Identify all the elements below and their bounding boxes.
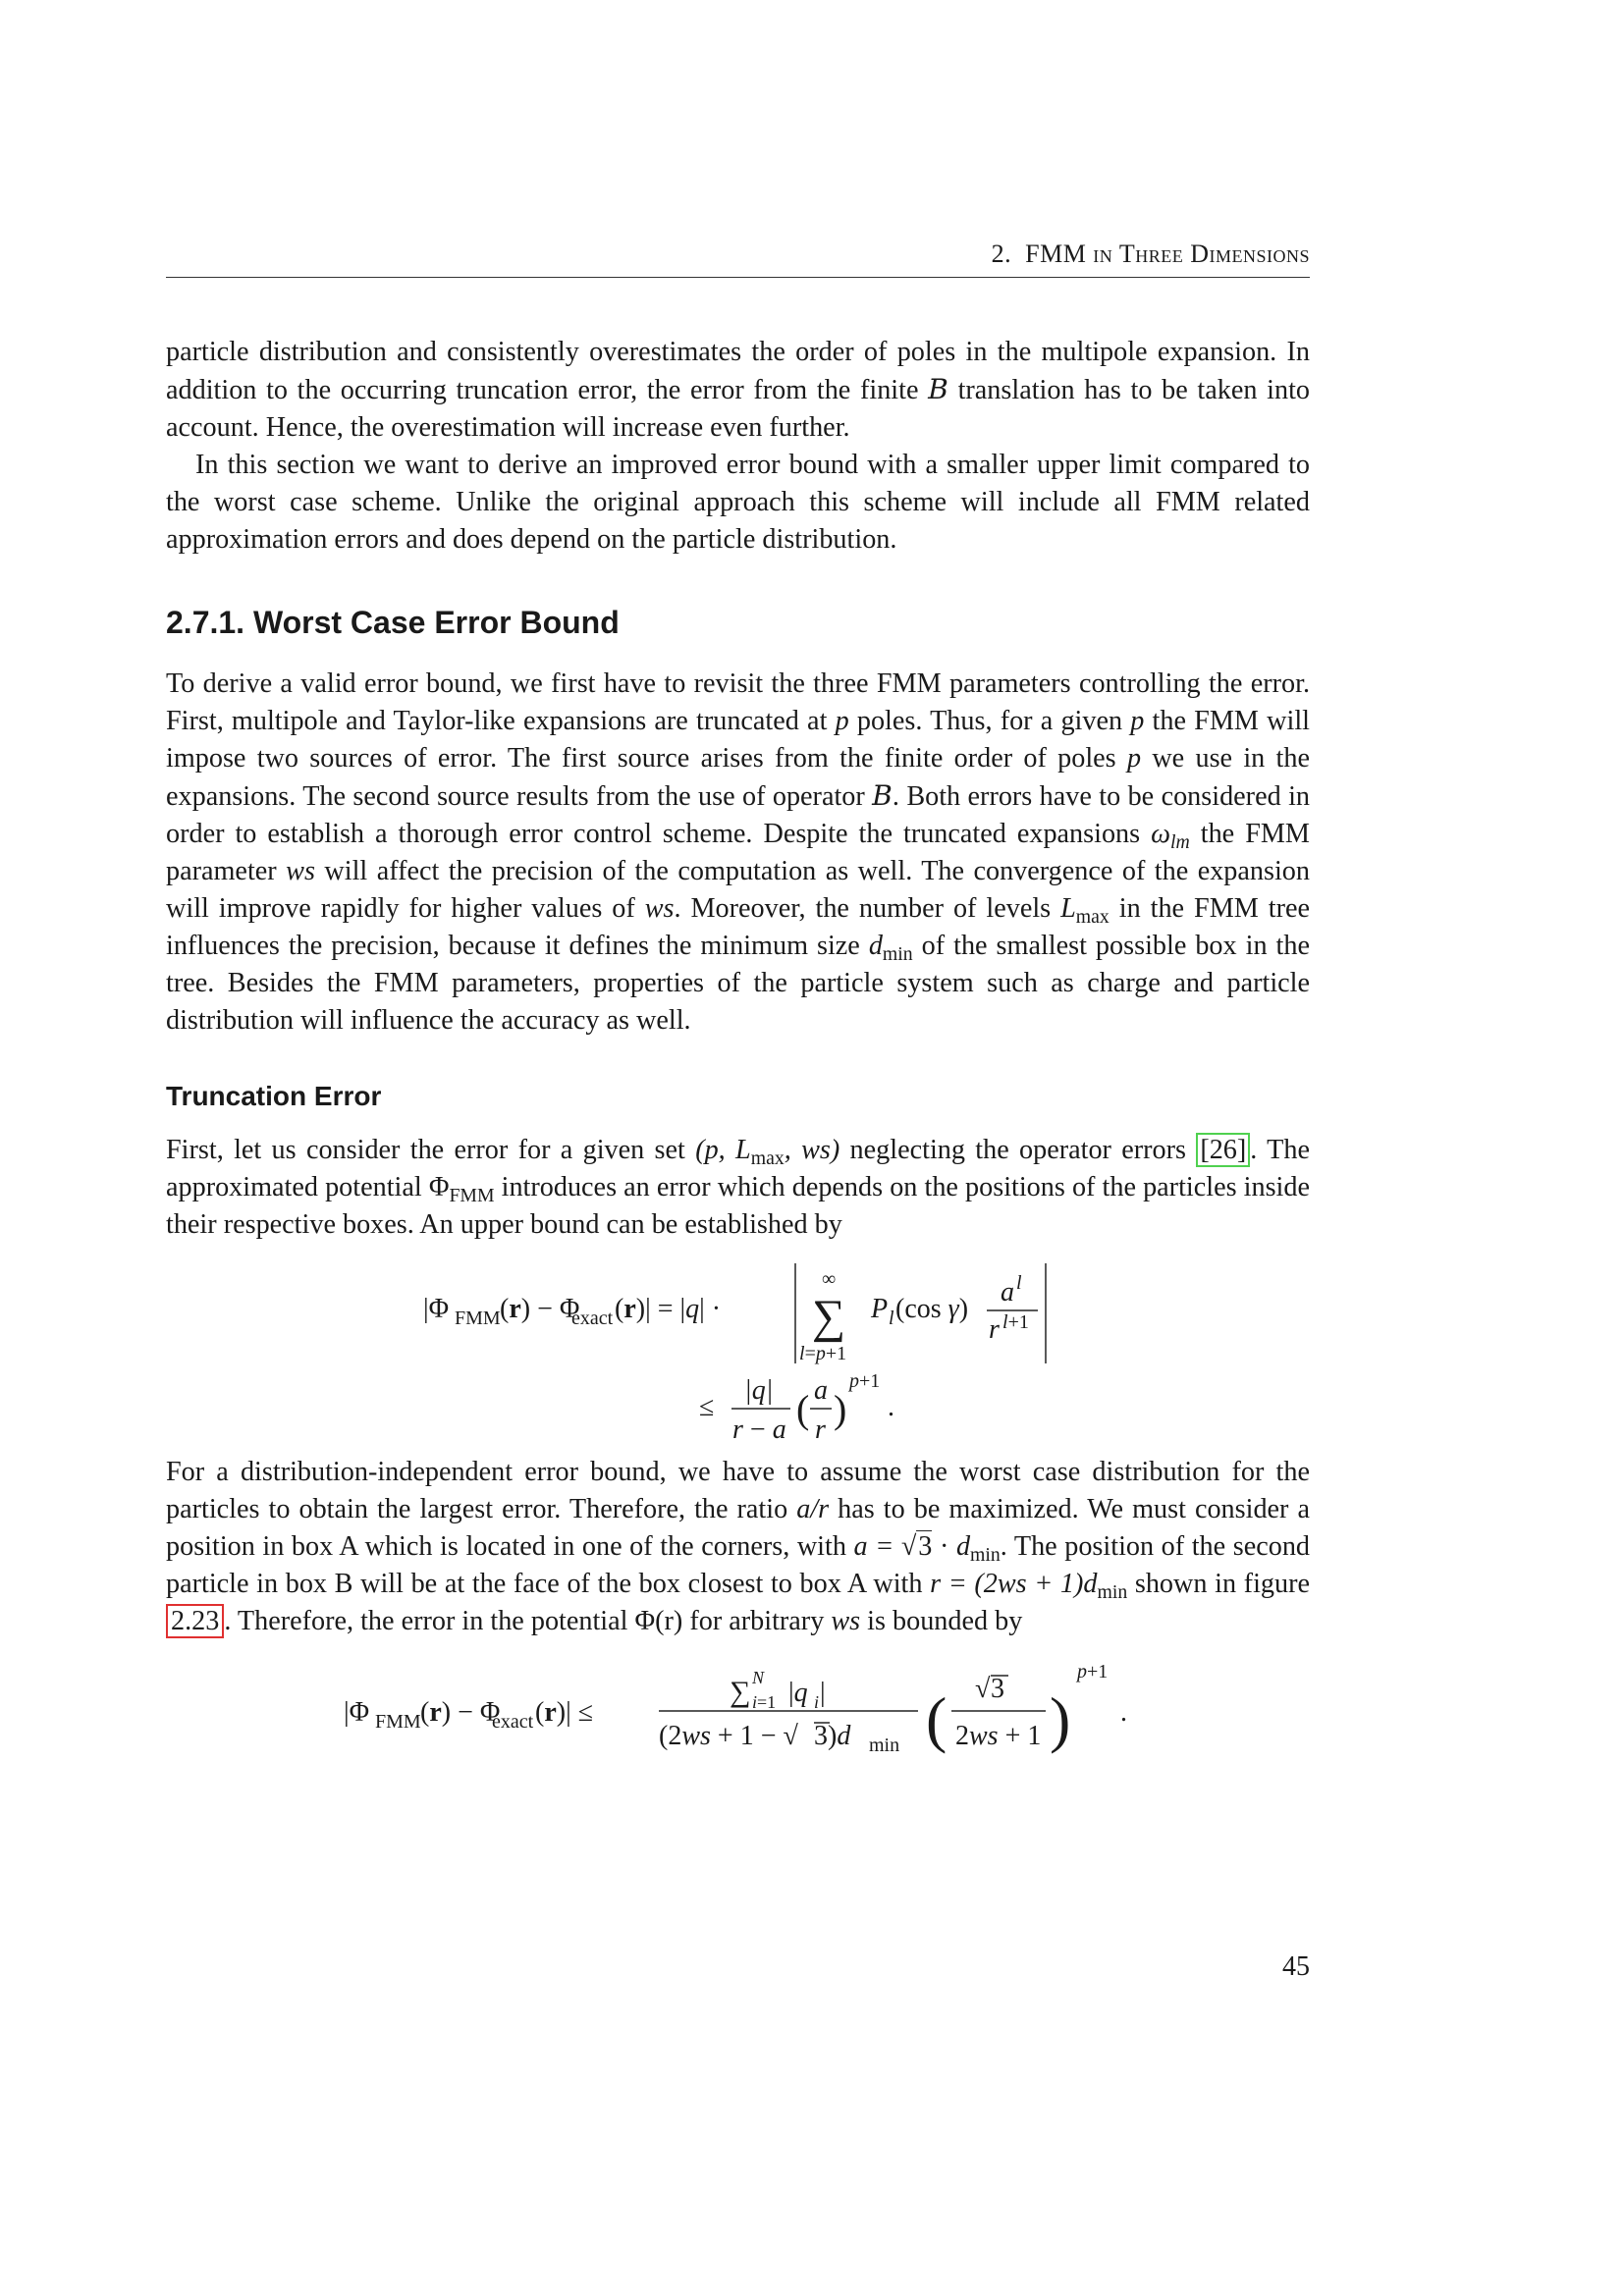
- svg-text:l=p+1: l=p+1: [799, 1343, 847, 1364]
- svg-text:p+1: p+1: [849, 1370, 881, 1392]
- svg-text:∞: ∞: [822, 1268, 837, 1290]
- svg-text:exact: exact: [571, 1308, 614, 1329]
- subsection-heading: Truncation Error: [166, 1081, 382, 1111]
- page-number: 45: [1282, 1951, 1310, 1982]
- svg-text:min: min: [869, 1735, 900, 1756]
- citation-link[interactable]: [26]: [1196, 1133, 1250, 1167]
- running-header: [166, 240, 1310, 269]
- equation-worst-case-bound: [166, 1654, 1310, 1772]
- figure-link[interactable]: 2.23: [166, 1604, 224, 1638]
- svg-text:FMM: FMM: [455, 1308, 501, 1329]
- svg-text:(: (: [926, 1684, 947, 1754]
- svg-text:(r)| = |q| ·: (r)| = |q| ·: [615, 1294, 722, 1324]
- svg-text:3: 3: [991, 1674, 1004, 1704]
- svg-text:(2ws + 1 − √: (2ws + 1 − √: [659, 1721, 798, 1751]
- svg-text:|: |: [820, 1678, 826, 1708]
- svg-text:∑: ∑: [812, 1291, 846, 1343]
- paragraph: To derive a valid error bound, we first have to revisit the three FMM parameters controlling the error. First, multipole and Taylor-like expansions are truncated at p poles. Thus, for a given p the FMM will impose two sources of error. The first source arises from the finite order of poles p we use in the expansions. The second source results from the use of operator B. Both errors have to be considered in order to establish a thorough error control scheme. Despite the truncated expansions $\omega_{lm}$ the FMM parameter ws will affect the precision of the computation as well. The convergence of the expansion will improve rapidly for higher values of ws. Moreover, the number of levels $L_{max}$ in the FMM tree influences the precision, because it defines the minimum size $d_{min}$ of the smallest possible box in the tree. Besides the FMM parameters, properties of the particle system such as charge and particle distribution will influence the accuracy as well.: [166, 668, 1311, 1036]
- svg-text:i: i: [814, 1692, 820, 1712]
- svg-text:): ): [1050, 1684, 1071, 1754]
- paragraph: particle distribution and consistently overestimates the order of poles in the multipole expansion. In addition to the occurring truncation error, the error from the finite B translation has to be taken into account. Hence, the overestimation will increase even further.: [166, 337, 1310, 443]
- svg-text:≤: ≤: [699, 1392, 715, 1422]
- svg-text:∑: ∑: [730, 1676, 751, 1708]
- paragraph: For a distribution-independent error bound, we have to assume the worst case distribution for the particles to obtain the largest error. Therefore, the ratio a/r has to be maximized. We must consider a position in box A which is located in one of the corners, with $a = √3 \cdot d_{min}$. The position of the second particle in box B will be at the face of the box closest to box A with $r = (2ws + 1)d_{min}$ shown in figure 2.23 . Therefore, the error in the potential Φ(r) for arbitrary ws is bounded by: [166, 1457, 1311, 1636]
- svg-text:p+1: p+1: [1077, 1661, 1109, 1682]
- svg-text:a: a: [1001, 1277, 1014, 1308]
- paragraph: In this section we want to derive an improved error bound with a smaller upper limit compared to the worst case scheme. Unlike the original approach this scheme will include all FMM related approximation errors and does depend on the particle distribution.: [166, 450, 1310, 555]
- svg-text:FMM: FMM: [375, 1711, 421, 1733]
- svg-text:N: N: [752, 1668, 765, 1687]
- header-rule: [166, 277, 1310, 278]
- svg-text:.: .: [1120, 1697, 1127, 1728]
- svg-text:(: (: [796, 1387, 810, 1431]
- svg-text:r − a: r − a: [732, 1415, 786, 1445]
- svg-text:(r) − Φ: (r) − Φ: [500, 1294, 580, 1324]
- svg-text:l: l: [889, 1308, 894, 1329]
- chapter-number: 2.: [991, 240, 1012, 268]
- svg-text:|Φ: |Φ: [344, 1697, 370, 1728]
- svg-text:): ): [834, 1387, 847, 1431]
- svg-text:r: r: [815, 1415, 826, 1445]
- svg-text:exact: exact: [492, 1711, 534, 1733]
- svg-text:|q: |q: [788, 1678, 808, 1708]
- equation-truncation-bound: [166, 1255, 1310, 1452]
- svg-text:|Φ: |Φ: [423, 1294, 450, 1324]
- svg-text:r: r: [989, 1314, 1000, 1345]
- section-heading: 2.7.1. Worst Case Error Bound: [166, 605, 620, 640]
- paragraph: First, let us consider the error for a given set (p, $L_{max}$, ws) neglecting the operator errors [26] . The approximated potential $\Phi_{FMM}$ introduces an error which depends on the positions of the particles inside their respective boxes. An upper bound can be established by: [166, 1135, 1310, 1240]
- svg-text:i=1: i=1: [752, 1692, 777, 1712]
- svg-text:.: .: [888, 1392, 894, 1422]
- svg-text:(r) − Φ: (r) − Φ: [420, 1697, 501, 1728]
- svg-text:|q|: |q|: [744, 1375, 774, 1406]
- svg-text:l: l: [1016, 1272, 1022, 1294]
- svg-text:√: √: [975, 1674, 991, 1704]
- svg-text:l+1: l+1: [1002, 1311, 1029, 1333]
- svg-text:2ws + 1: 2ws + 1: [955, 1721, 1042, 1751]
- svg-text:(cos γ): (cos γ): [895, 1294, 969, 1324]
- svg-text:3)d: 3)d: [814, 1721, 851, 1751]
- chapter-title: FMM in Three Dimensions: [1025, 240, 1310, 268]
- svg-text:(r)| ≤: (r)| ≤: [535, 1697, 594, 1728]
- svg-text:P: P: [871, 1294, 889, 1324]
- main-text: [166, 334, 1310, 1772]
- svg-text:a: a: [814, 1375, 828, 1406]
